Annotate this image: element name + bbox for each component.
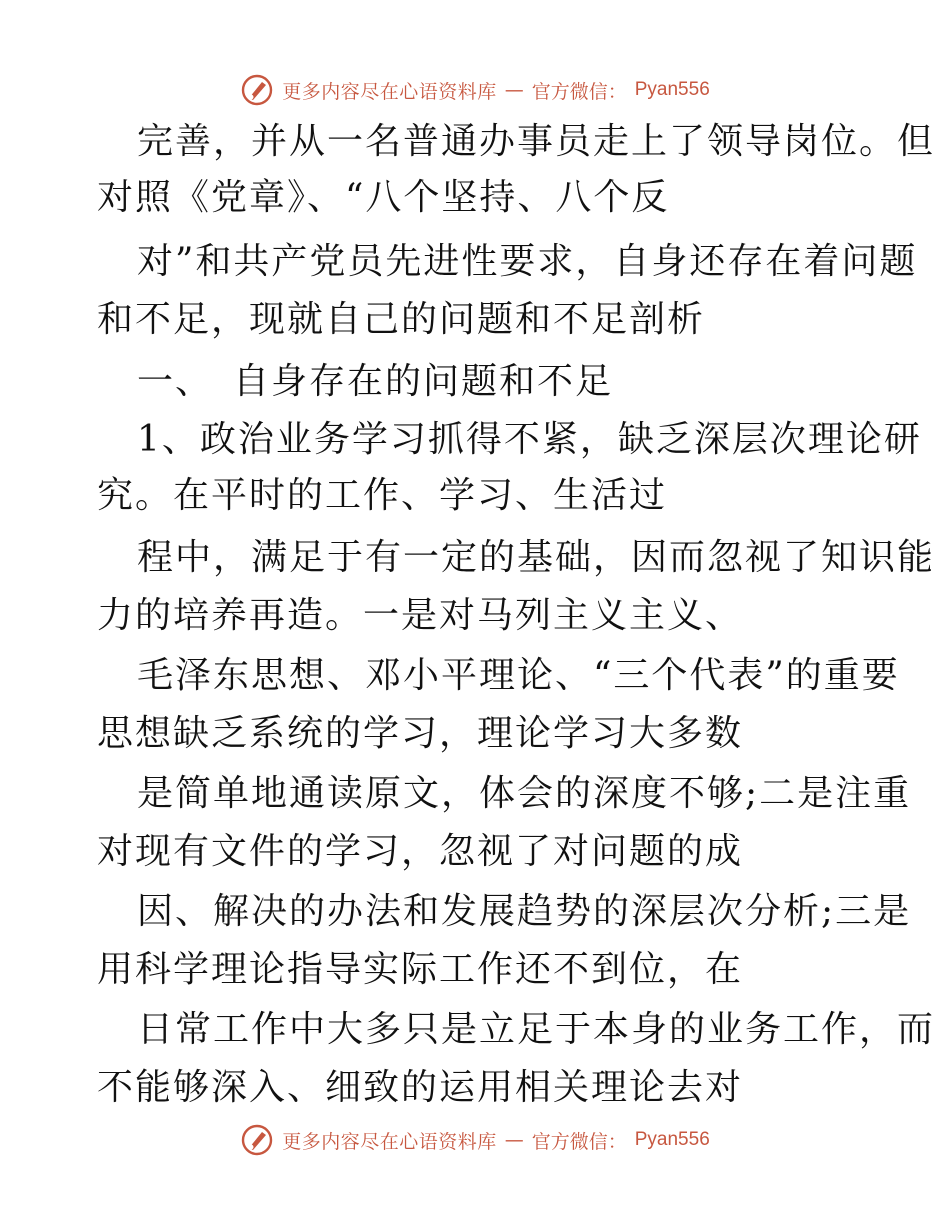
text-line: 究。在平时的工作、学习、生活过 (97, 475, 668, 516)
text-line: 日常工作中大多只是立足于本身的业务工作，而 (137, 1009, 936, 1050)
text-line: 1、政治业务学习抓得不紧，缺乏深层次理论研 (137, 419, 922, 460)
text-line: 是简单地通读原文，体会的深度不够;二是注重 (137, 773, 912, 814)
banner-separator: — (504, 79, 524, 101)
footer-watermark-banner (0, 1120, 950, 1160)
banner-wechat-id: Pyan556 (634, 79, 710, 100)
banner-text: 更多内容尽在心语资料库 (282, 80, 497, 103)
quill-logo-icon (240, 73, 274, 107)
text-line: 和不足，现就自己的问题和不足剖析 (97, 299, 706, 340)
quill-logo-icon (240, 1123, 274, 1157)
text-line: 不能够深入、细致的运用相关理论去对 (97, 1067, 744, 1108)
text-line: 用科学理论指导实际工作还不到位，在 (97, 949, 744, 990)
banner-text: 更多内容尽在心语资料库 (282, 1130, 497, 1153)
section-heading: 一、 自身存在的问题和不足 (137, 361, 614, 402)
text-line: 思想缺乏系统的学习，理论学习大多数 (97, 713, 744, 754)
text-line: 对”和共产党员先进性要求，自身还存在着问题 (137, 241, 918, 282)
header-watermark-banner (0, 70, 950, 110)
text-line: 对照《党章》、“八个坚持、八个反 (97, 177, 670, 218)
text-line: 力的培养再造。一是对马列主义主义、 (97, 595, 744, 636)
text-line: 毛泽东思想、邓小平理论、“三个代表”的重要 (137, 655, 900, 696)
banner-wechat-id: Pyan556 (634, 1129, 710, 1150)
text-line: 因、解决的办法和发展趋势的深层次分析;三是 (137, 891, 912, 932)
text-line: 完善，并从一名普通办事员走上了领导岗位。但 (137, 121, 936, 162)
text-line: 对现有文件的学习，忽视了对问题的成 (97, 831, 744, 872)
banner-separator: — (504, 1129, 524, 1151)
banner-label: 官方微信： (531, 80, 627, 103)
banner-label: 官方微信： (531, 1130, 627, 1153)
text-line: 程中，满足于有一定的基础，因而忽视了知识能 (137, 537, 936, 578)
